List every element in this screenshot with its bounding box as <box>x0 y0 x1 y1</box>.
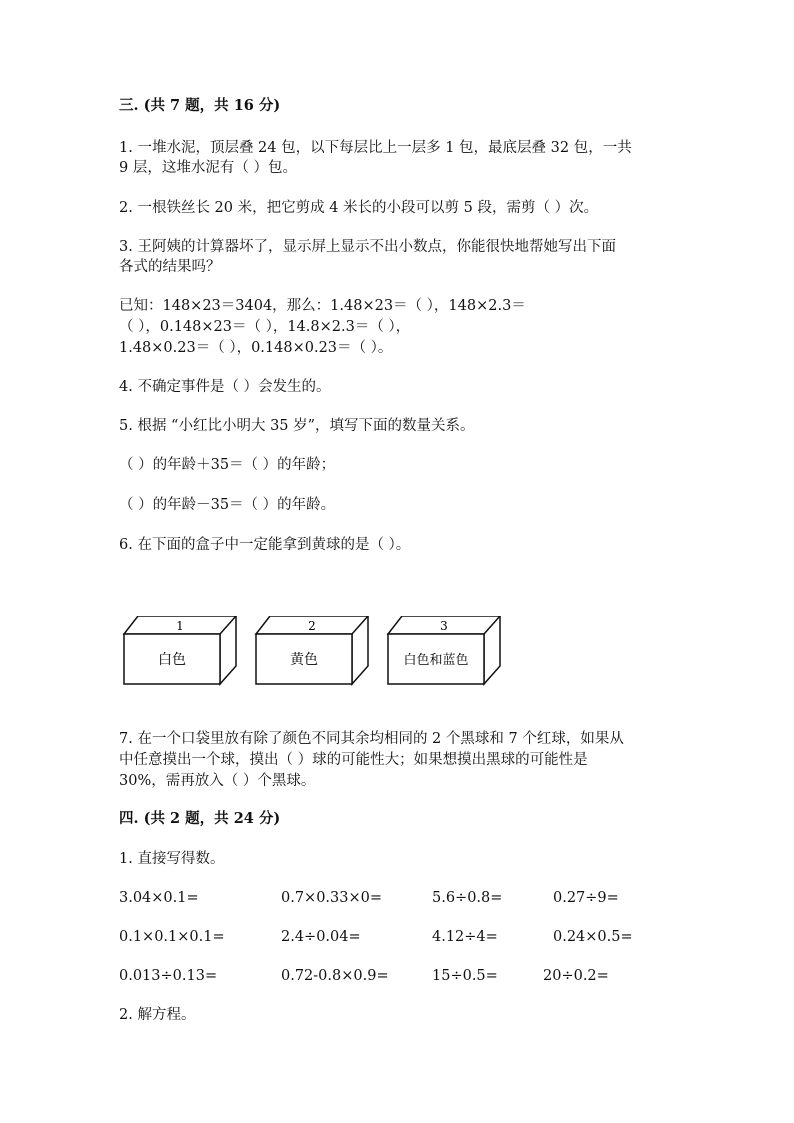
math-cell: 15÷0.5= <box>432 968 498 984</box>
math-cell: 0.013÷0.13= <box>119 968 218 984</box>
section-4-heading: 四. (共 2 题，共 24 分) <box>119 810 281 827</box>
question-3-3-line-4: （ ），0.148×23＝（ ），14.8×2.3＝（ ）， <box>119 319 411 335</box>
box-1 <box>122 616 238 686</box>
box-2-label: 黄色 <box>290 652 318 668</box>
question-3-1-line-1: 1. 一堆水泥，顶层叠 24 包，以下每层比上一层多 1 包，最底层叠 32 包，一共 <box>119 140 632 156</box>
math-cell: 5.6÷0.8= <box>432 890 503 906</box>
question-4-2: 2. 解方程。 <box>119 1007 196 1023</box>
question-3-3-line-2: 各式的结果吗？ <box>119 259 221 275</box>
question-3-5-relation-2: （ ）的年龄－35＝（ ）的年龄。 <box>119 497 336 513</box>
question-3-3-line-3: 已知：148×23＝3404，那么：1.48×23＝（ ），148×2.3＝ <box>119 298 526 314</box>
question-3-7-line-2: 中任意摸出一个球，摸出（ ）球的可能性大；如果想摸出黑球的可能性是 <box>119 752 588 768</box>
box-1-label: 白色 <box>158 652 186 668</box>
question-3-5: 5. 根据 “小红比小明大 35 岁”，填写下面的数量关系。 <box>119 418 475 434</box>
math-cell: 0.7×0.33×0= <box>281 890 383 906</box>
math-cell: 20÷0.2= <box>543 968 609 984</box>
question-3-1-line-2: 9 层，这堆水泥有（ ）包。 <box>119 160 297 176</box>
question-3-6: 6. 在下面的盒子中一定能拿到黄球的是（ ）。 <box>119 537 411 553</box>
question-3-7-line-3: 30%，需再放入（ ）个黑球。 <box>119 773 316 789</box>
box-2 <box>254 616 370 686</box>
question-4-1: 1. 直接写得数。 <box>119 851 225 867</box>
box-2-number: 2 <box>308 619 316 633</box>
question-3-7-line-1: 7. 在一个口袋里放有除了颜色不同其余均相同的 2 个黑球和 7 个红球，如果从 <box>119 731 624 747</box>
math-cell: 0.27÷9= <box>553 890 619 906</box>
box-1-number: 1 <box>176 619 184 633</box>
question-3-5-relation-1: （ ）的年龄＋35＝（ ）的年龄； <box>119 457 336 473</box>
question-3-2: 2. 一根铁丝长 20 米，把它剪成 4 米长的小段可以剪 5 段，需剪（ ）次。 <box>119 200 599 216</box>
box-3-label: 白色和蓝色 <box>403 653 469 668</box>
math-cell: 3.04×0.1= <box>119 890 199 906</box>
question-3-3-line-5: 1.48×0.23＝（ ），0.148×0.23＝（ ）。 <box>119 340 393 356</box>
math-cell: 0.72-0.8×0.9= <box>281 968 389 984</box>
question-3-3-line-1: 3. 王阿姨的计算器坏了，显示屏上显示不出小数点，你能很快地帮她写出下面 <box>119 239 616 255</box>
box-3-number: 3 <box>440 619 448 633</box>
math-cell: 0.24×0.5= <box>553 929 633 945</box>
math-cell: 4.12÷4= <box>432 929 498 945</box>
math-cell: 2.4÷0.04= <box>281 929 361 945</box>
question-3-4: 4. 不确定事件是（ ）会发生的。 <box>119 379 331 395</box>
math-cell: 0.1×0.1×0.1= <box>119 929 225 945</box>
box-3 <box>386 616 502 686</box>
section-3-heading: 三. (共 7 题，共 16 分) <box>119 97 281 114</box>
